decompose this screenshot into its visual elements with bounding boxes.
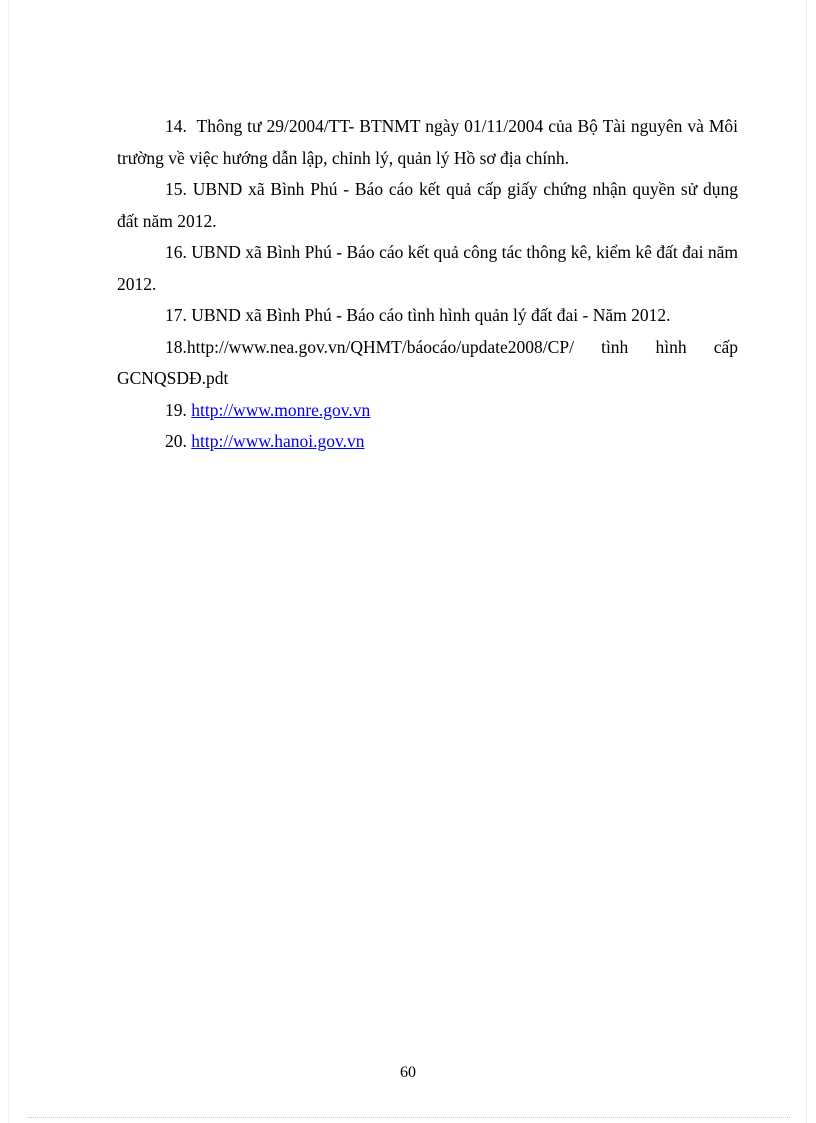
reference-number: 17. bbox=[165, 305, 187, 325]
reference-number: 18. bbox=[165, 336, 187, 357]
reference-number: 15. bbox=[165, 179, 187, 199]
reference-text: UBND xã Bình Phú - Báo cáo kết quả công tác thông kê, kiểm kê đất đai năm 2012. bbox=[117, 242, 738, 294]
reference-item-19 bbox=[117, 395, 738, 427]
reference-text: Thông tư 29/2004/TT- BTNMT ngày 01/11/2004 của Bộ Tài nguyên và Môi trường về việc hướng dẫn lập, chỉnh lý, quản lý Hồ sơ địa chính. bbox=[117, 116, 739, 168]
hanoi-link[interactable]: http://www.hanoi.gov.vn bbox=[191, 431, 365, 451]
reference-text: http://www.nea.gov.vn/QHMT/báocáo/update2008/CP/ tình hình cấp GCNQSDĐ.pdt bbox=[117, 336, 738, 388]
reference-item-17 bbox=[117, 300, 738, 332]
reference-item-20 bbox=[117, 426, 738, 458]
monre-link[interactable]: http://www.monre.gov.vn bbox=[191, 399, 371, 420]
right-page-edge bbox=[806, 0, 807, 1123]
left-page-edge bbox=[8, 0, 9, 1123]
reference-text: UBND xã Bình Phú - Báo cáo kết quả cấp giấy chứng nhận quyền sử dụng đất năm 2012. bbox=[117, 179, 738, 231]
page-bottom-rule bbox=[28, 1117, 790, 1118]
reference-item-16 bbox=[117, 237, 738, 300]
reference-number: 19. bbox=[165, 399, 187, 420]
reference-list bbox=[117, 111, 738, 458]
reference-item-18 bbox=[117, 332, 738, 395]
reference-item-14 bbox=[117, 111, 738, 174]
reference-text: UBND xã Bình Phú - Báo cáo tình hình quản lý đất đai - Năm 2012. bbox=[191, 305, 671, 325]
reference-number: 14. bbox=[165, 116, 187, 136]
reference-number: 20. bbox=[165, 431, 187, 451]
page-number: 60 bbox=[400, 1064, 416, 1081]
reference-item-15 bbox=[117, 174, 738, 237]
reference-number: 16. bbox=[165, 242, 187, 262]
